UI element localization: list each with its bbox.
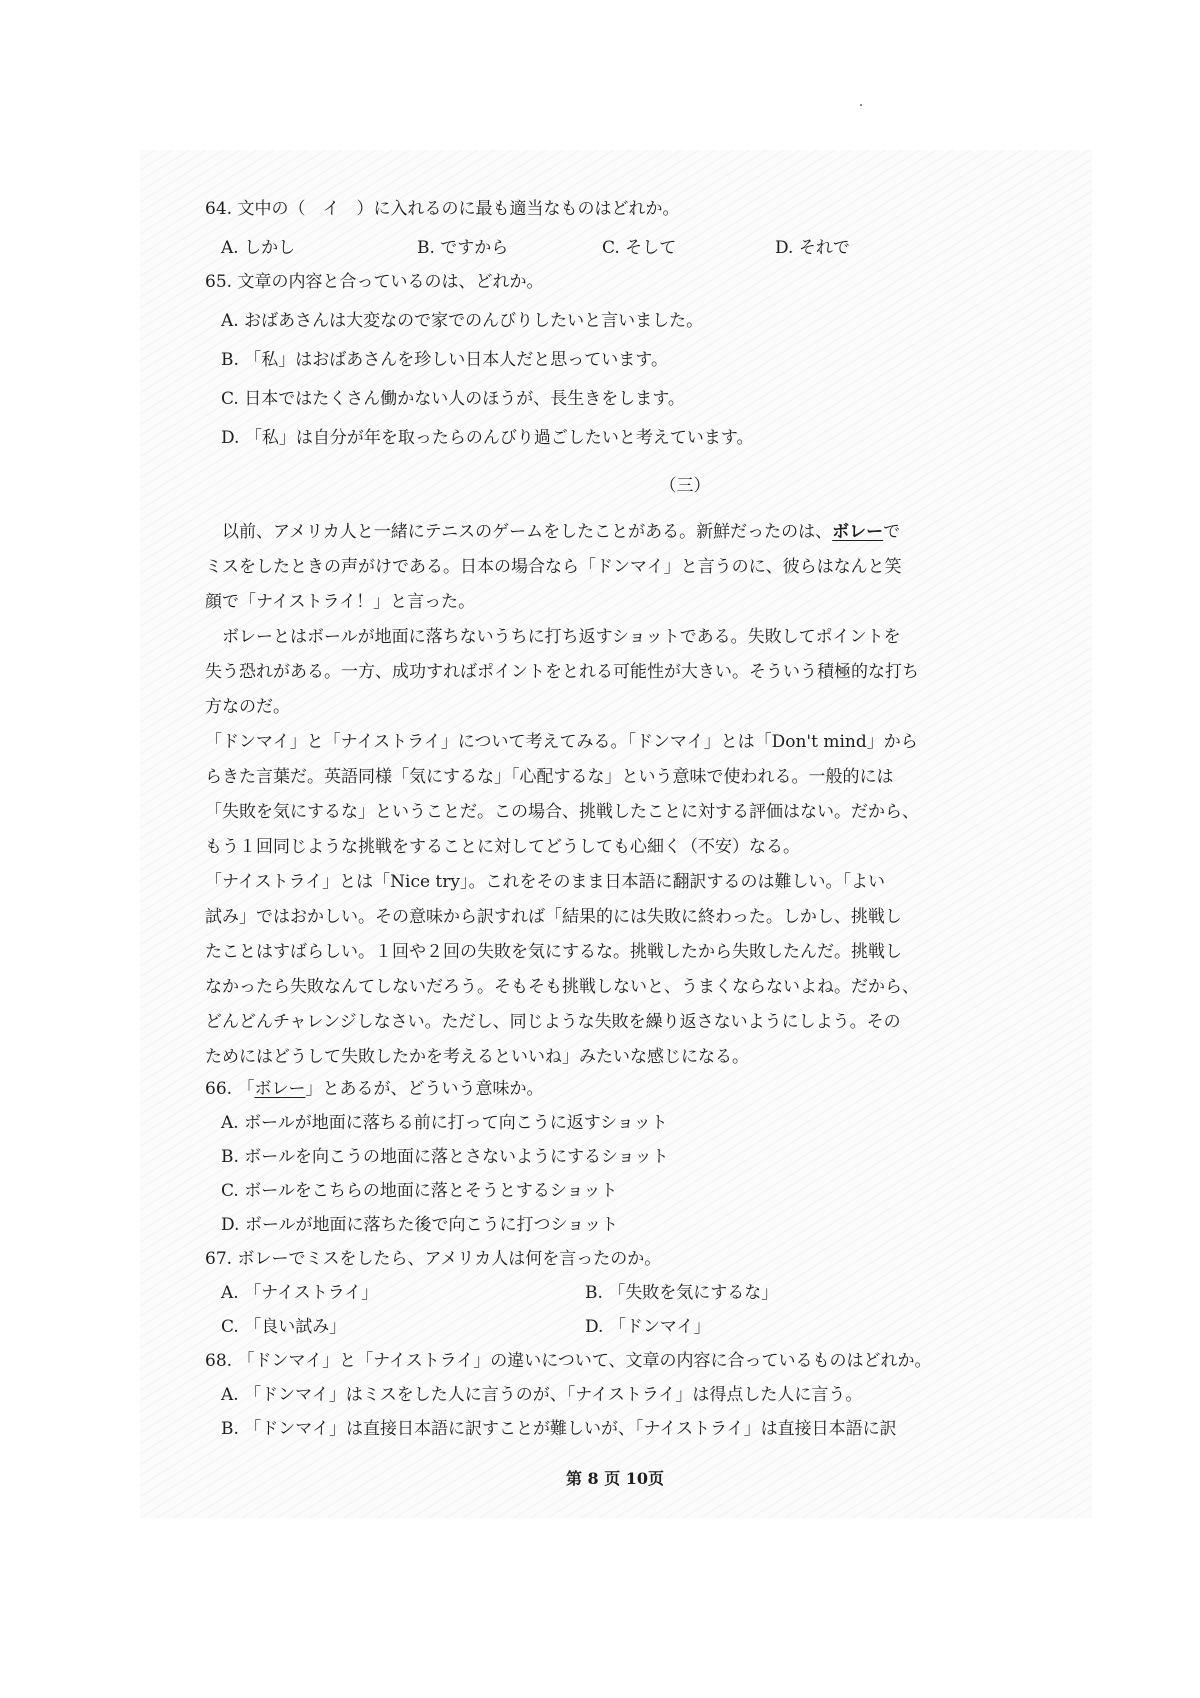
q66-option-c: C. ボールをこちらの地面に落とそうとするショット bbox=[221, 1181, 618, 1201]
passage-p1-line-2: ミスをしたときの声がけである。日本の場合なら「ドンマイ」と言うのに、彼らはなんと笑 bbox=[205, 557, 902, 577]
question-65-stem: 65. 文章の内容と合っているのは、どれか。 bbox=[205, 272, 544, 292]
q67-option-d: D. 「ドンマイ」 bbox=[585, 1317, 711, 1337]
q67-option-c: C. 「良い試み」 bbox=[221, 1317, 347, 1337]
passage-p3-line-2: らきた言葉だ。英語同様「気にするな」「心配するな」という意味で使われる。一般的には bbox=[205, 767, 894, 787]
section-title: （三） bbox=[659, 476, 711, 496]
q64-option-b: B. ですから bbox=[417, 238, 509, 258]
q65-option-a: A. おばあさんは大変なので家でのんびりしたいと言いました。 bbox=[221, 311, 704, 331]
exam-content bbox=[205, 198, 995, 1452]
q67-option-b: B. 「失敗を気にするな」 bbox=[585, 1283, 779, 1303]
passage-p4-line-2: 試み」ではおかしい。その意味から訳すれば「結果的には失敗に終わった。しかし、挑戦し bbox=[205, 907, 902, 927]
passage-p4-line-4: なかったら失敗なんてしないだろう。そもそも挑戦しないと、うまくならないよね。だから、 bbox=[205, 977, 919, 997]
question-64-stem: 64. 文中の（ イ ）に入れるのに最も適当なものはどれか。 bbox=[205, 199, 680, 219]
q67-options-row-1 bbox=[205, 1282, 995, 1304]
passage-p3-line-3: 「失敗を気にするな」ということだ。この場合、挑戦したことに対する評価はない。だから、 bbox=[205, 802, 919, 822]
underlined-volley-term: ボレー bbox=[832, 522, 884, 542]
q66-option-d: D. ボールが地面に落ちた後で向こうに打つショット bbox=[221, 1215, 619, 1235]
q64-option-d: D. それで bbox=[775, 238, 850, 258]
question-64-options bbox=[205, 237, 995, 259]
passage-p2-line-1: ボレーとはボールが地面に落ちないうちに打ち返すショットである。失敗してポイントを bbox=[222, 627, 901, 647]
page-footer: 第 8 页 10页 bbox=[565, 1469, 665, 1488]
passage-p3-line-1: 「ドンマイ」と「ナイストライ」について考えてみる。「ドンマイ」とは「Don't mind」から bbox=[205, 732, 918, 752]
q64-option-a: A. しかし bbox=[221, 238, 296, 258]
passage-p4-line-6: ためにはどうして失敗したかを考えるといいね」みたいな感じになる。 bbox=[205, 1047, 749, 1067]
passage-p4-line-3: たことはすばらしい。１回や２回の失敗を気にするな。挑戦したから失敗したんだ。挑戦し bbox=[205, 942, 902, 962]
q66-stem-b: 」とあるが、どういう意味か。 bbox=[305, 1079, 544, 1099]
q66-option-b: B. ボールを向こうの地面に落とさないようにするショット bbox=[221, 1147, 669, 1167]
passage-p3-line-4: もう１回同じような挑戦をすることに対してどうしても心細く（不安）なる。 bbox=[205, 837, 800, 857]
p1-text-a: 以前、アメリカ人と一緒にテニスのゲームをしたことがある。新鮮だったのは、 bbox=[222, 522, 833, 542]
scan-speck bbox=[860, 104, 862, 106]
p1-text-b: で bbox=[883, 522, 901, 542]
q68-option-b: B. 「ドンマイ」は直接日本語に訳すことが難しいが、「ナイストライ」は直接日本語に訳 bbox=[221, 1419, 897, 1439]
question-66-stem bbox=[205, 1078, 995, 1100]
q64-option-c: C. そして bbox=[602, 238, 677, 258]
q66-underlined-term: ボレー bbox=[254, 1079, 306, 1099]
q67-option-a: A. 「ナイストライ」 bbox=[221, 1283, 379, 1303]
question-67-stem: 67. ボレーでミスをしたら、アメリカ人は何を言ったのか。 bbox=[205, 1249, 662, 1269]
passage-p2-line-3: 方なのだ。 bbox=[205, 697, 290, 717]
passage-p1-line-3: 顔で「ナイストライ！」と言った。 bbox=[205, 592, 476, 612]
passage-p1-line-1 bbox=[205, 521, 995, 543]
passage-p4-line-5: どんどんチャレンジしなさい。ただし、同じような失敗を繰り返さないようにしよう。その bbox=[205, 1012, 901, 1032]
q65-option-d: D. 「私」は自分が年を取ったらのんびり過ごしたいと考えています。 bbox=[221, 428, 754, 448]
q68-option-a: A. 「ドンマイ」はミスをした人に言うのが、「ナイストライ」は得点した人に言う。 bbox=[221, 1385, 863, 1405]
q67-options-row-2 bbox=[205, 1316, 995, 1338]
q65-option-b: B. 「私」はおばあさんを珍しい日本人だと思っています。 bbox=[221, 350, 668, 370]
passage-p4-line-1: 「ナイストライ」とは「Nice try」。これをそのまま日本語に翻訳するのは難しい。「よい bbox=[205, 872, 885, 892]
passage-p2-line-2: 失う恐れがある。一方、成功すればポイントをとれる可能性が大きい。そういう積極的な打ち bbox=[205, 662, 919, 682]
reading-passage bbox=[205, 521, 995, 1068]
q66-option-a: A. ボールが地面に落ちる前に打って向こうに返すショット bbox=[221, 1113, 668, 1133]
q65-option-c: C. 日本ではたくさん働かない人のほうが、長生きをします。 bbox=[221, 389, 685, 409]
question-68-stem: 68. 「ドンマイ」と「ナイストライ」の違いについて、文章の内容に合っているものはどれか。 bbox=[205, 1351, 932, 1371]
q66-stem-a: 66. 「 bbox=[205, 1079, 255, 1099]
